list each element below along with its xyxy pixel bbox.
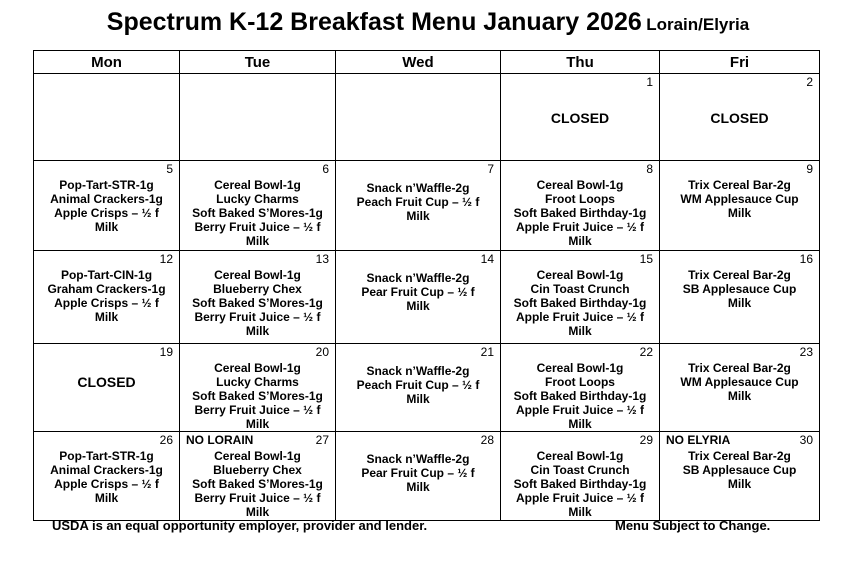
menu-items bbox=[34, 432, 179, 505]
menu-calendar bbox=[33, 50, 820, 521]
menu-item: Soft Baked Birthday-1g bbox=[513, 389, 647, 403]
day-cell bbox=[34, 161, 180, 251]
menu-item: Snack n’Waffle-2g bbox=[366, 364, 470, 378]
menu-item: Snack n’Waffle-2g bbox=[366, 271, 470, 285]
menu-item: Soft Baked S’Mores-1g bbox=[192, 477, 323, 491]
menu-item: Soft Baked Birthday-1g bbox=[513, 477, 647, 491]
day-cell bbox=[660, 344, 820, 432]
weekday-header: Tue bbox=[180, 51, 336, 74]
day-number: 29 bbox=[639, 433, 653, 447]
location-note: NO LORAIN bbox=[186, 433, 254, 447]
day-number: 23 bbox=[799, 345, 813, 359]
weekday-header: Mon bbox=[34, 51, 180, 74]
menu-title: Spectrum K-12 Breakfast Menu January 2026 bbox=[106, 8, 642, 36]
menu-item: Milk bbox=[568, 417, 592, 431]
menu-item: Snack n’Waffle-2g bbox=[366, 181, 470, 195]
menu-item: Milk bbox=[245, 324, 270, 338]
menu-item: Apple Fruit Juice – ½ f bbox=[515, 491, 645, 505]
menu-item: SB Applesauce Cup bbox=[682, 282, 797, 296]
menu-items bbox=[660, 251, 819, 310]
day-number: 12 bbox=[159, 252, 173, 266]
menu-item: Milk bbox=[94, 220, 119, 234]
day-cell bbox=[501, 251, 660, 344]
menu-item: Trix Cereal Bar-2g bbox=[688, 449, 791, 463]
day-cell bbox=[34, 74, 180, 161]
menu-items bbox=[336, 161, 500, 223]
day-cell bbox=[336, 161, 501, 251]
week-row bbox=[34, 251, 820, 344]
menu-items bbox=[336, 344, 500, 406]
menu-item: Soft Baked S’Mores-1g bbox=[192, 206, 323, 220]
menu-items bbox=[34, 251, 179, 324]
menu-item: Blueberry Chex bbox=[213, 463, 302, 477]
weekday-header-row bbox=[34, 51, 820, 74]
day-number: 28 bbox=[480, 433, 494, 447]
day-number: 6 bbox=[322, 162, 329, 176]
week-row bbox=[34, 432, 820, 521]
page-title bbox=[0, 8, 856, 37]
day-number: 14 bbox=[480, 252, 494, 266]
menu-item: Milk bbox=[727, 389, 752, 403]
day-cell bbox=[660, 432, 820, 521]
closed-label: CLOSED bbox=[550, 110, 610, 126]
menu-item: Milk bbox=[727, 296, 752, 310]
menu-item: Graham Crackers-1g bbox=[47, 282, 166, 296]
menu-item: Trix Cereal Bar-2g bbox=[688, 361, 791, 375]
menu-item: Pear Fruit Cup – ½ f bbox=[361, 285, 475, 299]
menu-item: Peach Fruit Cup – ½ f bbox=[356, 195, 480, 209]
day-number: 5 bbox=[166, 162, 173, 176]
closed-label: CLOSED bbox=[710, 110, 769, 126]
day-cell bbox=[660, 161, 820, 251]
menu-items bbox=[660, 161, 819, 220]
day-number: 8 bbox=[646, 162, 653, 176]
day-number: 26 bbox=[159, 433, 173, 447]
menu-item: Animal Crackers-1g bbox=[50, 192, 163, 206]
day-cell bbox=[336, 344, 501, 432]
menu-item: Cin Toast Crunch bbox=[530, 463, 630, 477]
menu-item: Milk bbox=[727, 477, 752, 491]
menu-item: Milk bbox=[568, 234, 592, 248]
menu-subtitle-location: Lorain/Elyria bbox=[646, 15, 750, 34]
menu-item: Milk bbox=[406, 299, 430, 313]
location-note: NO ELYRIA bbox=[666, 433, 731, 447]
menu-item: Soft Baked S’Mores-1g bbox=[192, 389, 323, 403]
menu-item: Milk bbox=[94, 491, 119, 505]
day-cell bbox=[180, 161, 336, 251]
menu-item: Cereal Bowl-1g bbox=[214, 268, 301, 282]
menu-item: Berry Fruit Juice – ½ f bbox=[194, 491, 321, 505]
menu-item: Milk bbox=[406, 392, 430, 406]
menu-item: Cereal Bowl-1g bbox=[214, 361, 301, 375]
day-number: 27 bbox=[315, 433, 329, 447]
menu-item: Froot Loops bbox=[545, 375, 615, 389]
menu-item: Milk bbox=[568, 324, 592, 338]
menu-items bbox=[660, 344, 819, 403]
menu-item: Lucky Charms bbox=[216, 375, 299, 389]
menu-items bbox=[501, 251, 659, 338]
menu-item: Snack n’Waffle-2g bbox=[366, 452, 470, 466]
closed-label: CLOSED bbox=[77, 374, 136, 390]
menu-item: Apple Fruit Juice – ½ f bbox=[515, 403, 645, 417]
day-number: 20 bbox=[315, 345, 329, 359]
menu-item: Froot Loops bbox=[545, 192, 615, 206]
day-cell bbox=[180, 344, 336, 432]
menu-item: Soft Baked Birthday-1g bbox=[513, 206, 647, 220]
menu-item: Blueberry Chex bbox=[213, 282, 302, 296]
menu-item: Cereal Bowl-1g bbox=[214, 178, 301, 192]
day-number: 1 bbox=[646, 75, 653, 89]
menu-items bbox=[501, 161, 659, 248]
weekday-header: Thu bbox=[501, 51, 660, 74]
menu-item: Milk bbox=[727, 206, 752, 220]
day-number: 30 bbox=[799, 433, 813, 447]
weekday-header: Fri bbox=[660, 51, 820, 74]
day-cell bbox=[34, 251, 180, 344]
menu-item: Apple Fruit Juice – ½ f bbox=[515, 310, 645, 324]
day-number: 7 bbox=[487, 162, 494, 176]
day-cell bbox=[34, 432, 180, 521]
menu-item: Apple Crisps – ½ f bbox=[54, 477, 159, 491]
day-cell bbox=[501, 432, 660, 521]
menu-item: Milk bbox=[406, 480, 430, 494]
menu-items bbox=[180, 161, 335, 248]
day-cell bbox=[336, 74, 501, 161]
menu-change-notice: Menu Subject to Change. bbox=[615, 518, 771, 533]
menu-item: Apple Crisps – ½ f bbox=[54, 296, 159, 310]
week-row bbox=[34, 161, 820, 251]
menu-item: Cereal Bowl-1g bbox=[536, 178, 624, 192]
menu-item: WM Applesauce Cup bbox=[680, 192, 799, 206]
menu-item: Apple Crisps – ½ f bbox=[54, 206, 159, 220]
day-cell bbox=[34, 344, 180, 432]
menu-item: Pop-Tart-STR-1g bbox=[59, 178, 154, 192]
day-cell bbox=[180, 74, 336, 161]
menu-item: Milk bbox=[94, 310, 119, 324]
menu-item: Pop-Tart-CIN-1g bbox=[60, 268, 153, 282]
day-cell bbox=[336, 251, 501, 344]
day-cell bbox=[501, 161, 660, 251]
menu-items bbox=[501, 432, 659, 519]
menu-item: Berry Fruit Juice – ½ f bbox=[194, 310, 321, 324]
menu-items bbox=[336, 251, 500, 313]
menu-item: Berry Fruit Juice – ½ f bbox=[194, 220, 321, 234]
day-number: 13 bbox=[315, 252, 329, 266]
menu-item: Cereal Bowl-1g bbox=[536, 268, 624, 282]
day-number: 2 bbox=[806, 75, 813, 89]
menu-item: Trix Cereal Bar-2g bbox=[688, 268, 791, 282]
menu-item: Milk bbox=[406, 209, 430, 223]
menu-item: Soft Baked Birthday-1g bbox=[513, 296, 647, 310]
week-row bbox=[34, 344, 820, 432]
day-cell bbox=[501, 74, 660, 161]
menu-items bbox=[34, 161, 179, 234]
day-number: 9 bbox=[806, 162, 813, 176]
menu-item: Milk bbox=[245, 505, 270, 519]
menu-items bbox=[180, 251, 335, 338]
menu-item: WM Applesauce Cup bbox=[680, 375, 799, 389]
menu-item: Milk bbox=[245, 234, 270, 248]
week-row bbox=[34, 74, 820, 161]
menu-item: Apple Fruit Juice – ½ f bbox=[515, 220, 645, 234]
day-cell bbox=[336, 432, 501, 521]
day-cell bbox=[180, 251, 336, 344]
day-number: 15 bbox=[639, 252, 653, 266]
menu-item: Lucky Charms bbox=[216, 192, 299, 206]
menu-item: Berry Fruit Juice – ½ f bbox=[194, 403, 321, 417]
menu-items bbox=[501, 344, 659, 431]
menu-item: Pear Fruit Cup – ½ f bbox=[361, 466, 475, 480]
menu-item: Cin Toast Crunch bbox=[530, 282, 630, 296]
menu-item: Cereal Bowl-1g bbox=[214, 449, 301, 463]
menu-items bbox=[336, 432, 500, 494]
weekday-header: Wed bbox=[336, 51, 501, 74]
day-cell bbox=[501, 344, 660, 432]
day-number: 16 bbox=[799, 252, 813, 266]
menu-item: Milk bbox=[245, 417, 270, 431]
menu-item: Peach Fruit Cup – ½ f bbox=[356, 378, 480, 392]
day-number: 21 bbox=[480, 345, 494, 359]
menu-item: SB Applesauce Cup bbox=[682, 463, 797, 477]
menu-item: Cereal Bowl-1g bbox=[536, 361, 624, 375]
menu-item: Animal Crackers-1g bbox=[50, 463, 163, 477]
day-cell bbox=[660, 74, 820, 161]
day-number: 22 bbox=[639, 345, 653, 359]
day-cell bbox=[660, 251, 820, 344]
menu-item: Cereal Bowl-1g bbox=[536, 449, 624, 463]
menu-item: Milk bbox=[568, 505, 592, 519]
menu-item: Pop-Tart-STR-1g bbox=[59, 449, 154, 463]
day-number: 19 bbox=[159, 345, 173, 359]
menu-item: Trix Cereal Bar-2g bbox=[688, 178, 791, 192]
day-cell bbox=[180, 432, 336, 521]
menu-item: Soft Baked S’Mores-1g bbox=[192, 296, 323, 310]
usda-statement: USDA is an equal opportunity employer, provider and lender. bbox=[52, 518, 428, 533]
menu-items bbox=[180, 344, 335, 431]
